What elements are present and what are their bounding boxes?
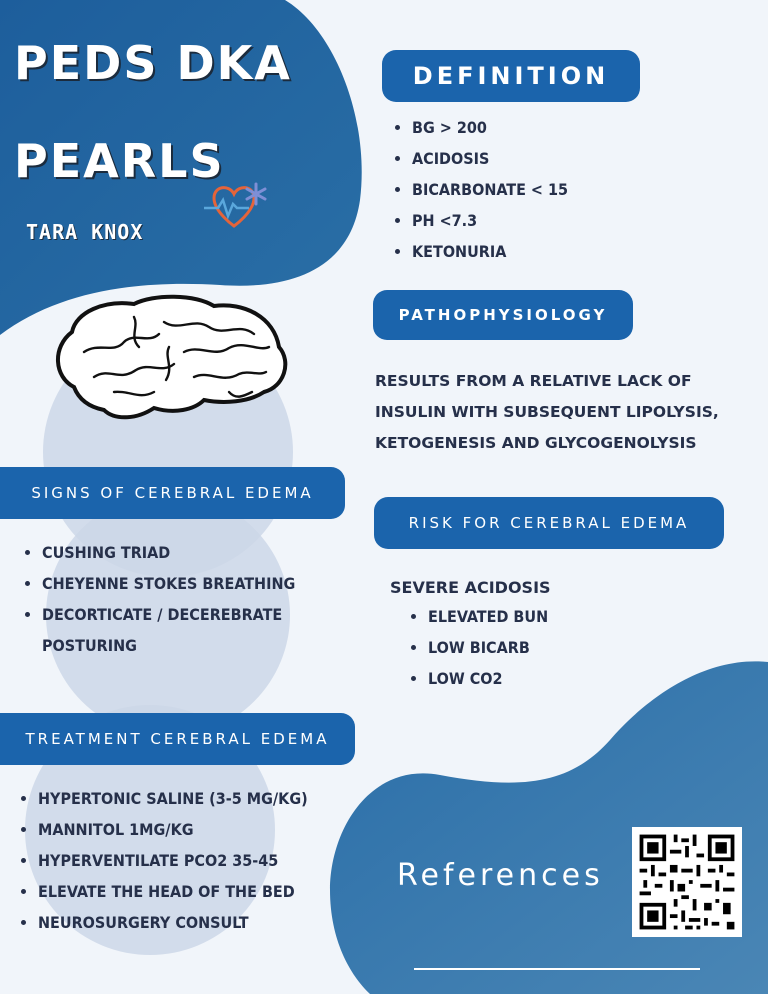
list-item: • CUSHING TRIAD (42, 537, 342, 568)
brain-icon (44, 292, 294, 432)
list-item: • PH <7.3 (412, 205, 568, 236)
references-label: References (397, 858, 604, 893)
list-item: • ACIDOSIS (412, 143, 568, 174)
list-item: • ELEVATED BUN (428, 601, 548, 632)
list-item: • BG > 200 (412, 112, 568, 143)
treatment-list (16, 783, 308, 938)
pathophysiology-line-2: INSULIN WITH SUBSEQUENT LIPOLYSIS, (375, 403, 719, 421)
page-title-line2: PEARLS (14, 134, 225, 188)
list-item: • DECORTICATE / DECEREBRATE POSTURING (42, 599, 342, 661)
definition-heading: DEFINITION (382, 50, 640, 102)
signs-heading: SIGNS OF CEREBRAL EDEMA (0, 467, 345, 519)
author-name: TARA KNOX (26, 220, 144, 244)
list-item: • KETONURIA (412, 236, 568, 267)
risk-heading: RISK FOR CEREBRAL EDEMA (374, 497, 724, 549)
list-item: • NEUROSURGERY CONSULT (38, 907, 308, 938)
risk-list (406, 601, 548, 694)
page-title: PEDS DKA (14, 36, 292, 90)
list-item: • MANNITOL 1MG/KG (38, 814, 308, 845)
pathophysiology-line-3: KETOGENESIS AND GLYCOGENOLYSIS (375, 434, 697, 452)
list-item: • ELEVATE THE HEAD OF THE BED (38, 876, 308, 907)
risk-intro: SEVERE ACIDOSIS (390, 578, 551, 597)
list-item: • HYPERVENTILATE PCO2 35-45 (38, 845, 308, 876)
list-item: • LOW CO2 (428, 663, 548, 694)
list-item: • HYPERTONIC SALINE (3-5 MG/KG) (38, 783, 308, 814)
pathophysiology-heading: PATHOPHYSIOLOGY (373, 290, 633, 340)
heart-pulse-icon (204, 178, 274, 238)
list-item: • BICARBONATE < 15 (412, 174, 568, 205)
qr-code[interactable] (632, 827, 742, 937)
treatment-heading: TREATMENT CEREBRAL EDEMA (0, 713, 355, 765)
list-item: • CHEYENNE STOKES BREATHING (42, 568, 342, 599)
definition-list (390, 112, 568, 267)
references-divider (414, 968, 700, 970)
signs-list (20, 537, 342, 661)
pathophysiology-line-1: RESULTS FROM A RELATIVE LACK OF (375, 372, 692, 390)
list-item: • LOW BICARB (428, 632, 548, 663)
